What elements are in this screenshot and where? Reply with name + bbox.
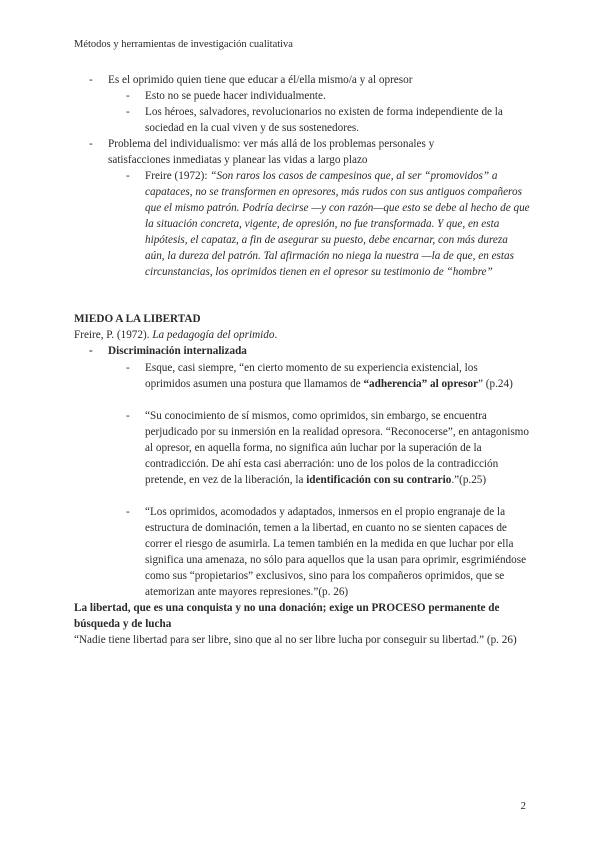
quote-citation: ” (p.24) — [478, 378, 513, 390]
quote-text: “Son raros los casos de campesinos que, al ser “promovidos” a capataces, no se transformen en opresores, más rudos con sus antiguos compañeros que el mismo patrón. Podría decirse —y con razón—que esto se debe al hecho de que la situación concreta, vigente, de opresión, no fue transformada. Y que, en esta hipótesis, el capataz, a fin de asegurar su puesto, debe encarnar, con más dureza aún, la dureza del patrón. Tal afirmación no niega la nuestra —la de que, en estas circunstancias, los oprimidos tienen en el opresor su testimonio de “hombre” — [145, 170, 530, 278]
quote-paragraph — [145, 360, 525, 392]
page-number: 2 — [520, 800, 526, 812]
quote-emphasis: “adherencia” al opresor — [363, 378, 478, 390]
bullet-text: Es el oprimido quien tiene que educar a él/ella mismo/a y al opresor — [108, 74, 413, 86]
bullet-item-oprimido-educar — [89, 72, 528, 88]
subheading-text: Discriminación internalizada — [108, 345, 247, 357]
quote-text: Esque, casi siempre, “en cierto momento de su experiencia existencial, los oprimidos asumen una postura que llamamos de — [145, 362, 478, 390]
closing-statement: La libertad, que es una conquista y no una donación; exige un PROCESO permanente de búsqueda y de lucha — [74, 602, 500, 630]
subbullet-text: Esto no se puede hacer individualmente. — [145, 90, 326, 102]
subbullet-quote-2 — [126, 408, 533, 488]
freire-quote-paragraph — [145, 168, 530, 280]
subbullet-item — [126, 88, 525, 104]
quote-text: “Su conocimiento de sí mismos, como oprimidos, sin embargo, se encuentra perjudicado por su inmersión en la realidad opresora. “Reconocerse”, en antagonismo al opresor, en aquella forma, no significa aún luchar por la superación de la contradicción. De ahí esta casi aberración: uno de los polos de la contradicción pretende, en vez de la liberación, la — [145, 410, 529, 486]
bullet-dash: - — [126, 362, 130, 374]
bullet-dash: - — [126, 410, 130, 422]
subbullet-freire-quote — [126, 168, 530, 280]
quote-citation: .”(p.25) — [451, 474, 487, 486]
subheading-discriminacion — [89, 343, 508, 359]
bullet-dash: - — [89, 74, 93, 86]
subbullet-quote-3 — [126, 504, 530, 600]
reference-author: Freire, P. (1972). — [74, 329, 153, 341]
bullet-dash: - — [126, 170, 130, 182]
closing-quote: “Nadie tiene libertad para ser libre, sino que al no ser libre lucha por conseguir su libertad.” (p. 26) — [74, 634, 517, 646]
subbullet-quote-1 — [126, 360, 525, 392]
bullet-dash: - — [126, 506, 130, 518]
bullet-item-individualismo — [89, 136, 478, 168]
quote-paragraph: “Los oprimidos, acomodados y adaptados, inmersos en el propio engranaje de la estructura de dominación, temen a la libertad, en cuanto no se sienten capaces de correr el riesgo de asumirla. La temen también en la medida en que luchar por ella significa una amenaza, no sólo para aquellos que la usan para oprimir, esgrimiéndose como sus “propietarios” exclusivos, sino para los compañeros oprimidos, que se atemorizan ante mayores represiones.”(p. 26) — [145, 506, 527, 598]
bullet-dash: - — [89, 138, 93, 150]
section-heading: MIEDO A LA LIBERTAD — [74, 313, 201, 325]
quote-intro: Freire (1972): — [145, 170, 211, 182]
reference-title: La pedagogía del oprimido — [152, 329, 275, 341]
quote-emphasis: identificación con su contrario — [306, 474, 452, 486]
document-header: Métodos y herramientas de investigación cualitativa — [74, 39, 293, 50]
bullet-dash: - — [126, 90, 130, 102]
bullet-text: Problema del individualismo: ver más allá de los problemas personales y satisfacciones inmediatas y planear las vidas a largo plazo — [108, 138, 435, 166]
bullet-dash: - — [89, 345, 93, 357]
subbullet-item — [126, 104, 527, 136]
subbullet-text: Los héroes, salvadores, revolucionarios no existen de forma independiente de la sociedad en la cual viven y de sus sostenedores. — [145, 106, 503, 134]
bullet-dash: - — [126, 106, 130, 118]
reference-line — [74, 327, 514, 343]
reference-end: . — [274, 329, 278, 341]
quote-paragraph — [145, 408, 533, 488]
